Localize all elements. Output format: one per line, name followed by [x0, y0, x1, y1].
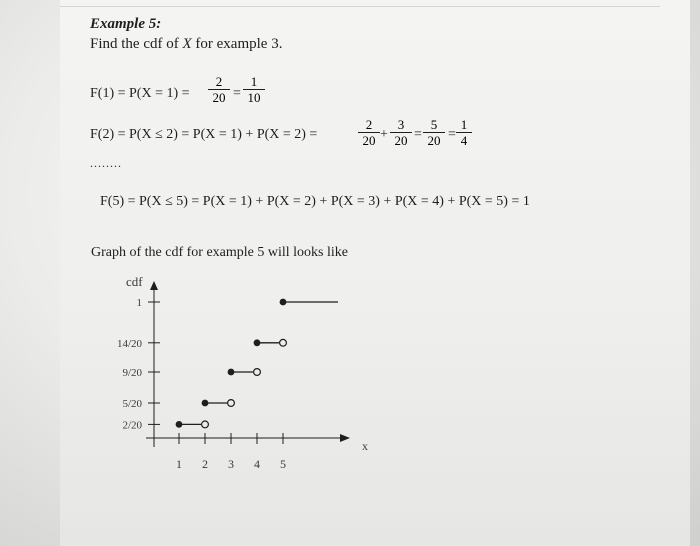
f2-plus: + — [380, 127, 388, 142]
open-point — [280, 339, 287, 346]
closed-point — [228, 369, 235, 376]
y-tick-label: 2/20 — [122, 419, 142, 432]
y-tick-label: 1 — [136, 297, 142, 309]
f2-lhs: F(2) = P(X ≤ 2) = P(X = 1) + P(X = 2) = — [90, 127, 318, 142]
f2-frac-d-num: 1 — [456, 117, 472, 133]
f1-frac-b-den: 10 — [247, 90, 261, 105]
example-title: Example 5: — [90, 16, 162, 32]
x-tick-label: 4 — [254, 457, 260, 471]
y-axis-label: cdf — [126, 274, 143, 289]
instruction-variable: X — [182, 36, 192, 52]
closed-point — [280, 299, 287, 306]
f1-frac-a-den: 20 — [212, 90, 226, 105]
closed-point — [176, 421, 183, 428]
f1-frac-a-num: 2 — [208, 74, 230, 90]
open-point — [254, 369, 261, 376]
f5-equation: F(5) = P(X ≤ 5) = P(X = 1) + P(X = 2) + P(X = 3) + P(X = 4) + P(X = 5) = 1 — [100, 194, 530, 209]
closed-point — [202, 400, 209, 407]
x-tick-label: 5 — [280, 457, 286, 471]
closed-point — [254, 339, 261, 346]
instruction-prefix: Find the cdf of — [90, 36, 183, 52]
f2-frac-b-num: 3 — [390, 117, 412, 133]
y-axis-arrow-icon — [150, 281, 158, 290]
f2-frac-d-den: 4 — [460, 133, 468, 148]
instruction-suffix: for example 3. — [191, 36, 283, 52]
f1-lhs: F(1) = P(X = 1) = — [90, 86, 190, 101]
x-tick-label: 1 — [176, 457, 182, 471]
ellipsis: ........ — [90, 156, 122, 170]
f2-frac-a-num: 2 — [358, 117, 380, 133]
y-tick-label: 9/20 — [122, 367, 142, 379]
y-tick-label: 14/20 — [116, 337, 142, 350]
x-tick-label: 3 — [228, 457, 234, 471]
f1-equals: = — [233, 86, 241, 101]
graph-caption: Graph of the cdf for example 5 will looks like — [91, 245, 348, 260]
f2-frac-c-den: 20 — [427, 133, 441, 148]
x-tick-label: 2 — [202, 457, 208, 471]
f2-frac-b-den: 20 — [394, 133, 408, 148]
open-point — [228, 400, 235, 407]
open-point — [202, 421, 209, 428]
x-axis-arrow-icon — [340, 434, 350, 442]
f2-frac-c-num: 5 — [423, 117, 445, 133]
f1-frac-b-num: 1 — [243, 74, 265, 90]
f2-equals-2: = — [448, 127, 456, 142]
y-tick-label: 5/20 — [122, 398, 142, 410]
x-axis-label: x — [362, 439, 368, 453]
f2-equals-1: = — [414, 127, 422, 142]
f2-frac-a-den: 20 — [362, 133, 376, 148]
